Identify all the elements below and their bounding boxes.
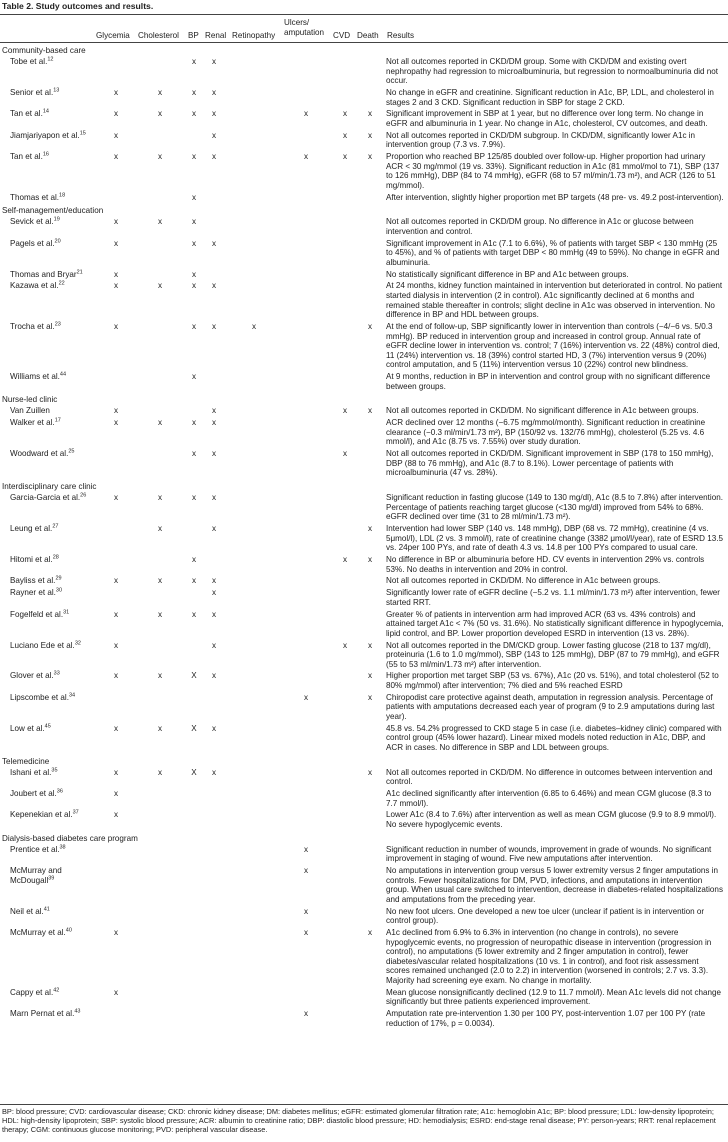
result-text: Significant reduction in fasting glucose (149 to 130 mg/dl), A1c (8.5 to 7.8%) after intervention. Percentage of patients reaching target glucose (<130 mg/dl) improved from 54% to 68%. eGFR declined over time (31 to 28 ml/min/1.73 m²). bbox=[386, 492, 723, 522]
study-name: Joubert et al.$^{36}$ bbox=[10, 788, 63, 799]
result-text: Not all outcomes reported in CKD/DM. No difference in A1c between groups. bbox=[386, 576, 661, 586]
outcome-mark: x bbox=[367, 927, 373, 937]
result-text: At 24 months, kidney function maintained in intervention but deteriorated in control. No patient started dialysis in intervention (2 in control). A1c significantly declined at 6 months and remained stable thereafter in controls; slight decline in A1c was observed in intervention. No difference in BP and HDL between groups. bbox=[386, 281, 723, 320]
outcome-mark: x bbox=[342, 152, 348, 162]
outcome-mark: x bbox=[211, 523, 217, 533]
outcome-mark: x bbox=[113, 109, 119, 119]
study-name: Neil et al.$^{41}$ bbox=[10, 905, 50, 916]
study-name: Rayner et al.$^{30}$ bbox=[10, 587, 63, 598]
outcome-mark: x bbox=[157, 576, 163, 586]
result-text: No difference in BP or albuminuria before HD. CV events in intervention 29% vs. controls 53%. No deaths in intervention and 20% in control. bbox=[386, 554, 705, 574]
study-name: Cappy et al.$^{42}$ bbox=[10, 987, 60, 997]
outcome-mark: x bbox=[191, 57, 197, 66]
study-name: Tobe et al.$^{12}$ bbox=[10, 56, 54, 66]
reference-number: 25 bbox=[68, 448, 75, 455]
study-name: Woodward et al.$^{25}$ bbox=[10, 448, 75, 459]
result-text: Not all outcomes reported in CKD/DM group. No difference in A1c or glucose between intervention and control. bbox=[386, 217, 694, 236]
outcome-mark: x bbox=[191, 576, 197, 586]
study-name: Tan et al.$^{16}$ bbox=[10, 151, 49, 162]
reference-number: 12 bbox=[47, 56, 54, 63]
outcome-mark: x bbox=[211, 152, 217, 162]
outcome-mark: x bbox=[367, 671, 373, 681]
reference-number: 29 bbox=[55, 575, 62, 582]
outcome-mark: x bbox=[113, 238, 119, 248]
outcome-mark: x bbox=[211, 609, 217, 619]
study-name: Senior et al.$^{13}$ bbox=[10, 87, 60, 97]
reference-number: 34 bbox=[68, 692, 76, 699]
result-text: Chiropodist care protective against death, amputation in regression analysis. Percentage of patients with amputations decreased each year of program (9 to 2.9 amputations during last year). bbox=[386, 692, 715, 722]
outcome-mark: x bbox=[191, 281, 197, 291]
result-text: Not all outcomes reported in CKD/DM. No difference in outcomes between intervention and control. bbox=[386, 767, 713, 787]
outcome-mark: x bbox=[191, 109, 197, 119]
result-text: Lower A1c (8.4 to 7.6%) after intervention as well as mean CGM glucose (9.9 to 8.9 mmol/l). No severe hypoglycemic events. bbox=[386, 810, 717, 829]
reference-number: 33 bbox=[53, 670, 60, 677]
column-header-results: Results bbox=[387, 31, 414, 40]
reference-number: 28 bbox=[52, 554, 59, 561]
column-header-glycemia: Glycemia bbox=[96, 31, 130, 40]
reference-number: 43 bbox=[74, 1008, 81, 1015]
outcome-mark: x bbox=[211, 87, 217, 97]
outcome-mark: x bbox=[303, 109, 309, 119]
table-title: Table 2. Study outcomes and results. bbox=[2, 1, 154, 11]
outcome-mark: X bbox=[191, 767, 197, 777]
outcome-mark: x bbox=[211, 406, 217, 416]
bottom-rule bbox=[0, 1104, 728, 1105]
column-header-cholesterol: Cholesterol bbox=[138, 31, 179, 40]
column-header-renal: Renal bbox=[205, 31, 227, 40]
outcome-mark: x bbox=[211, 449, 217, 459]
outcome-mark: x bbox=[191, 418, 197, 428]
outcome-mark: x bbox=[191, 238, 197, 248]
outcome-mark: x bbox=[191, 322, 197, 332]
study-name: Leung et al.$^{27}$ bbox=[10, 523, 59, 533]
study-name: Fogelfeld et al.$^{31}$ bbox=[10, 608, 70, 619]
result-text: Significant reduction in number of wounds, improvement in grade of wounds. No significant improvement in staging of wound. Five new amputations after intervention. bbox=[386, 844, 712, 864]
study-name: Hitomi et al.$^{28}$ bbox=[10, 554, 59, 564]
outcome-mark: x bbox=[113, 927, 119, 937]
result-text: Mean glucose nonsignificantly declined (12.9 to 11.7 mmol/l). Mean A1c levels did not change significantly but three patients experienced improvement. bbox=[386, 987, 722, 1007]
outcome-mark: x bbox=[367, 109, 373, 119]
column-header-death: Death bbox=[357, 31, 379, 40]
study-name: Prentice et al.$^{38}$ bbox=[10, 843, 66, 854]
result-text: A1c declined significantly after intervention (6.85 to 6.46%) and mean CGM glucose (8.3 to 7.7 mmol/l). bbox=[386, 789, 712, 808]
result-text: Not all outcomes reported in the DM/CKD group. Lower fasting glucose (218 to 137 mg/dl), proteinuria (1.6 to 1.0 mg/mmol), SBP (143 to 125 mmHg), DBP (87 to 79 mmHg), and eGFR (55 to 53 ml/min/1.73 m²) after intervention. bbox=[386, 640, 720, 669]
outcome-mark: x bbox=[157, 152, 163, 162]
outcome-mark: x bbox=[342, 109, 348, 119]
outcome-mark: x bbox=[191, 449, 197, 459]
outcome-mark: x bbox=[211, 767, 217, 777]
result-text: Intervention had lower SBP (140 vs. 148 mmHg), DBP (68 vs. 72 mmHg), creatinine (4 vs. 5μmol/l), LDL (2 vs. 3 mmol/l), rate of creatinine change (3382 μmol/l/year), rate of ESRD 13.5 vs. 24per 100 PYs, and rate of death 4.3 vs. 14.8 per 100 PYs compared to usual care. bbox=[386, 523, 723, 553]
study-name: Bayliss et al.$^{29}$ bbox=[10, 575, 62, 586]
result-text: 45.8 vs. 54.2% progressed to CKD stage 5 in case (i.e. diabetes–kidney clinic) compared with control group (45% lower hazard). Linear mixed models noted reduction in A1c, DBP, and ACR in cases. No difference in SBP and LDL between groups. bbox=[386, 723, 722, 753]
reference-number: 20 bbox=[54, 238, 61, 245]
study-name: Sevick et al.$^{19}$ bbox=[10, 216, 60, 227]
category-label: Interdisciplinary care clinic bbox=[2, 481, 97, 491]
column-header-ulcers-amputation: Ulcers/ amputation bbox=[284, 18, 325, 37]
outcome-mark: x bbox=[113, 130, 119, 140]
outcome-mark: x bbox=[113, 640, 119, 650]
category-label: Self-management/education bbox=[2, 206, 104, 216]
study-name: Garcia-Garcia et al.$^{26}$ bbox=[10, 492, 87, 502]
category-label: Community-based care bbox=[2, 46, 86, 55]
outcome-mark: x bbox=[191, 554, 197, 564]
outcome-mark: x bbox=[211, 640, 217, 650]
study-name: Van Zuillen bbox=[10, 406, 50, 416]
result-text: Amputation rate pre-intervention 1.30 per 100 PY, post-intervention 1.07 per 100 PY (rate reduction of 17%, p = 0.0034). bbox=[386, 1009, 706, 1028]
reference-number: 38 bbox=[59, 843, 66, 850]
outcome-mark: x bbox=[113, 987, 119, 997]
study-name: Kazawa et al.$^{22}$ bbox=[10, 280, 65, 291]
outcome-mark: x bbox=[367, 692, 373, 702]
reference-number: 41 bbox=[43, 905, 50, 912]
result-text: No change in eGFR and creatinine. Significant reduction in A1c, BP, LDL, and cholesterol in stages 2 and 3 CKD. Significant reduction in SBP for stage 2 CKD. bbox=[386, 87, 714, 107]
outcome-mark: x bbox=[303, 692, 309, 702]
outcome-mark: x bbox=[211, 238, 217, 248]
reference-number: 14 bbox=[42, 108, 49, 115]
study-name: Pagels et al.$^{20}$ bbox=[10, 238, 61, 248]
result-text: ACR declined over 12 months (−6.75 mg/mmol/month). Significant reduction in creatinine clearance (−0.3 ml/min/1.73 m²), BP (150/92 vs. 132/76 mmHg), cholesterol (5.25 vs. 4.6 mmol/l), and A1c (8.75 vs. 7.55%) over study duration. bbox=[386, 418, 706, 447]
outcome-mark: X bbox=[191, 723, 197, 733]
reference-number: 26 bbox=[80, 492, 87, 499]
outcome-mark: x bbox=[211, 322, 217, 332]
outcome-mark: x bbox=[191, 609, 197, 619]
result-text: Not all outcomes reported in CKD/DM. No significant difference in A1c between groups. bbox=[386, 406, 699, 416]
study-name: McMurray and McDougall$^{39}$ bbox=[10, 865, 62, 885]
outcome-mark: x bbox=[157, 523, 163, 533]
outcome-mark: x bbox=[367, 152, 373, 162]
outcome-mark: x bbox=[303, 152, 309, 162]
reference-number: 17 bbox=[54, 417, 61, 424]
outcome-mark: x bbox=[191, 87, 197, 97]
study-name: Jiamjariyapon et al.$^{15}$ bbox=[10, 130, 86, 140]
outcome-mark: x bbox=[191, 372, 197, 382]
outcome-mark: x bbox=[342, 406, 348, 416]
outcome-mark: x bbox=[211, 130, 217, 140]
reference-number: 35 bbox=[51, 766, 58, 773]
outcome-mark: x bbox=[191, 217, 197, 227]
reference-number: 44 bbox=[59, 371, 67, 378]
outcome-mark: x bbox=[211, 281, 217, 291]
outcome-mark: x bbox=[113, 281, 119, 291]
result-text: Not all outcomes reported in CKD/DM. Significant improvement in SBP (178 to 150 mmHg), DBP (88 to 76 mmHg), and A1c (8.7 to 8.1%). Lower percentage of patients with microalbuminuria (47 vs. 28%). bbox=[386, 449, 714, 478]
outcome-mark: x bbox=[157, 217, 163, 227]
result-text: Significant improvement in A1c (7.1 to 6.6%), % of patients with target SBP < 130 mmHg (25 to 45%), and % of patients with target DBP < 80 mmHg (49 to 59%). No change in eGFR and albuminuria. bbox=[386, 238, 720, 267]
outcome-mark: x bbox=[191, 492, 197, 502]
table-footnote: BP: blood pressure; CVD: cardiovascular disease; CKD: chronic kidney disease; DM: diabetes mellitus; eGFR: estimated glomerular filtration rate; A1c: hemoglobin A1c; BP: blood pressure; LDL: low-density lipoprotein; HDL: high-density lipoprotein; SBP: systolic blood pressure; ACR: albumin to creatinine ratio; DBP: diastolic blood pressure; HD: hemodialysis; ESRD: end-stage renal disease; PY: person-years; RRT: renal replacement therapy; CGM: continuous glucose monitoring; PVD: peripheral vascular disease. bbox=[2, 1107, 716, 1135]
outcome-mark: x bbox=[367, 554, 373, 564]
outcome-mark: x bbox=[342, 130, 348, 140]
outcome-mark: x bbox=[342, 449, 348, 459]
reference-number: 18 bbox=[59, 192, 66, 199]
outcome-mark: x bbox=[113, 492, 119, 502]
outcome-mark: x bbox=[211, 588, 217, 598]
result-text: Significant improvement in SBP at 1 year, but no difference over long term. No change in eGFR and albuminuria in 1 year. No change in A1c, cholesterol, CV outcomes, and death. bbox=[386, 109, 708, 128]
outcome-mark: x bbox=[303, 906, 309, 916]
outcome-mark: x bbox=[113, 723, 119, 733]
reference-number: 36 bbox=[56, 788, 63, 795]
study-name: Kepenekian et al.$^{37}$ bbox=[10, 809, 79, 820]
reference-number: 16 bbox=[42, 151, 49, 158]
outcome-mark: x bbox=[157, 418, 163, 428]
outcome-mark: x bbox=[303, 1009, 309, 1019]
reference-number: 22 bbox=[58, 280, 65, 287]
reference-number: 27 bbox=[52, 523, 59, 530]
outcome-mark: x bbox=[367, 130, 373, 140]
outcome-mark: x bbox=[191, 269, 197, 279]
outcome-mark: x bbox=[211, 671, 217, 681]
outcome-mark: x bbox=[191, 192, 197, 202]
reference-number: 42 bbox=[53, 987, 60, 994]
reference-number: 19 bbox=[53, 216, 60, 223]
reference-number: 13 bbox=[53, 87, 60, 94]
outcome-mark: X bbox=[191, 671, 197, 681]
outcome-mark: x bbox=[113, 269, 119, 279]
study-name: Trocha et al.$^{23}$ bbox=[10, 321, 61, 332]
reference-number: 45 bbox=[44, 723, 51, 730]
outcome-mark: x bbox=[367, 767, 373, 777]
result-text: No new foot ulcers. One developed a new toe ulcer (unclear if patient is in intervention or control group). bbox=[386, 906, 705, 926]
outcome-mark: x bbox=[113, 322, 119, 332]
study-name: Williams et al.$^{44}$ bbox=[10, 371, 67, 382]
outcome-mark: x bbox=[157, 767, 163, 777]
outcome-mark: x bbox=[303, 844, 309, 854]
outcome-mark: x bbox=[342, 554, 348, 564]
outcome-mark: x bbox=[157, 87, 163, 97]
result-text: Not all outcomes reported in CKD/DM group. Some with CKD/DM and existing overt nephropathy had regression to microalbuminuria, but regression to normoalbuminuria did not occur. bbox=[386, 57, 719, 86]
study-name: Thomas and Bryar$^{21}$ bbox=[10, 269, 83, 279]
outcome-mark: x bbox=[113, 671, 119, 681]
category-label: Dialysis-based diabetes care program bbox=[2, 833, 138, 843]
result-text: No amputations in intervention group versus 5 lower extremity versus 2 finger amputations in controls. Fewer hospitalizations for DM, PVD, infections, and amputations in intervention group. When usual care switched to intervention, decrease in diabetes-related hospitalizations and amputations from the preceding year. bbox=[386, 865, 723, 904]
study-name: McMurray et al.$^{40}$ bbox=[10, 927, 72, 937]
reference-number: 21 bbox=[76, 269, 83, 275]
study-name: Luciano Ede et al.$^{32}$ bbox=[10, 639, 81, 650]
outcome-mark: x bbox=[157, 281, 163, 291]
outcome-mark: x bbox=[303, 927, 309, 937]
study-name: Lipscombe et al.$^{34}$ bbox=[10, 692, 76, 702]
column-header-bp: BP bbox=[188, 31, 199, 40]
outcome-mark: x bbox=[367, 322, 373, 332]
outcome-mark: x bbox=[157, 671, 163, 681]
study-name: Low et al.$^{45}$ bbox=[10, 723, 51, 733]
outcome-mark: x bbox=[211, 109, 217, 119]
outcome-mark: x bbox=[113, 152, 119, 162]
outcome-mark: x bbox=[251, 322, 257, 332]
reference-number: 40 bbox=[65, 927, 72, 934]
reference-number: 30 bbox=[55, 587, 63, 594]
outcome-mark: x bbox=[157, 492, 163, 502]
study-name: Ishani et al.$^{35}$ bbox=[10, 766, 58, 777]
result-text: Proportion who reached BP 125/85 doubled over follow-up. Higher proportion had urinary ACR < 30 mg/mmol (19 vs. 33%). Significant reduction in A1c (81 mmol/mol to 71), SBP (137 to 126 mmHg), DBP (84 to 74 mmHg), eGFR (68 to 57 ml/min/1.73 m²), and ACR (126 to 51 mg/mmol). bbox=[386, 152, 720, 190]
result-text: Greater % of patients in intervention arm had improved ACR (63 vs. 43% controls) and attained target A1c < 7% (50 vs. 31.6%). No statistically significant difference in hypoglycemia, lipid control, and BP. Lower proportion developed ESRD in intervention (13 vs. 28%). bbox=[386, 609, 724, 638]
study-name: Tan et al.$^{14}$ bbox=[10, 108, 49, 119]
result-text: At the end of follow-up, SBP significantly lower in intervention than controls (−4/−6 vs. 5/0.3 mmHg). BP reduced in intervention group and increased in control group. Annual rate of eGFR decline lower in intervention vs. control; 7 (16%) intervention vs. 22 (48%) control died, 11 (24%) intervention vs. 18 (39%) control started HD, 3 (7%) intervention versus 9 (20%) control amputation, and 5 (11%) intervention versus 10 (22%) control new blindness. bbox=[386, 322, 720, 370]
study-name: Glover et al.$^{33}$ bbox=[10, 670, 60, 681]
column-header-retinopathy: Retinopathy bbox=[232, 31, 276, 40]
outcome-mark: x bbox=[157, 723, 163, 733]
study-name: Walker et al.$^{17}$ bbox=[10, 417, 61, 428]
outcome-mark: x bbox=[113, 87, 119, 97]
reference-number: 37 bbox=[72, 809, 79, 816]
outcome-mark: x bbox=[113, 609, 119, 619]
result-text: No statistically significant difference in BP and A1c between groups. bbox=[386, 269, 629, 279]
outcome-mark: x bbox=[211, 723, 217, 733]
outcome-mark: x bbox=[191, 152, 197, 162]
result-text: Higher proportion met target SBP (53 vs. 67%), A1c (20 vs. 51%), and total cholesterol (52 to 80% mg/mmol) after intervention; 7% died and 5% reached ESRD bbox=[386, 671, 719, 691]
outcome-mark: x bbox=[113, 789, 119, 799]
outcome-mark: x bbox=[211, 492, 217, 502]
category-label: Nurse-led clinic bbox=[2, 395, 58, 405]
study-name: Thomas et al.$^{18}$ bbox=[10, 192, 66, 202]
reference-number: 23 bbox=[54, 321, 61, 328]
outcome-mark: x bbox=[211, 576, 217, 586]
outcome-mark: x bbox=[367, 406, 373, 416]
column-header-cvd: CVD bbox=[333, 31, 351, 40]
outcome-mark: x bbox=[342, 640, 348, 650]
category-label: Telemedicine bbox=[2, 756, 50, 766]
outcome-mark: x bbox=[113, 810, 119, 820]
outcome-mark: x bbox=[367, 523, 373, 533]
reference-number: 39 bbox=[48, 874, 55, 881]
reference-number: 31 bbox=[63, 608, 70, 615]
result-text: At 9 months, reduction in BP in intervention and control group with no significant difference between groups. bbox=[386, 372, 711, 391]
outcome-mark: x bbox=[211, 418, 217, 428]
outcome-mark: x bbox=[157, 609, 163, 619]
top-rule bbox=[0, 14, 728, 15]
outcome-mark: x bbox=[367, 640, 373, 650]
outcome-mark: x bbox=[211, 57, 217, 66]
reference-number: 15 bbox=[79, 130, 86, 137]
outcome-mark: x bbox=[303, 865, 309, 875]
outcome-mark: x bbox=[113, 217, 119, 227]
result-text: Not all outcomes reported in CKD/DM subgroup. In CKD/DM, significantly lower A1c in intervention group (7.3 vs. 7.9%). bbox=[386, 130, 696, 150]
result-text: Significantly lower rate of eGFR decline (−5.2 vs. 1.1 ml/min/1.73 m²) after intervention, fewer started RRT. bbox=[386, 588, 721, 607]
outcome-mark: x bbox=[157, 109, 163, 119]
outcome-mark: x bbox=[113, 767, 119, 777]
result-text: After intervention, slightly higher proportion met BP targets (48 pre- vs. 49.2 post-intervention). bbox=[386, 192, 724, 202]
outcome-mark: x bbox=[113, 418, 119, 428]
outcome-mark: x bbox=[113, 576, 119, 586]
result-text: A1c declined from 6.9% to 6.3% in intervention (no change in controls), no severe hypoglycemic events, no progression of neuropathic disease in intervention (progression in control), no amputations (5 lower extremity and 2 finger amputation in control), fewer diabetes/vascular related hospitalizations (10 vs. 1 in control), and foot risk assessment scores remained unchanged (2.0 to 2.2) in intervention (worsened in controls; 2.7 vs. 3.3). Majority had screening eye exam. No change in mortality. bbox=[386, 927, 712, 985]
header-rule bbox=[0, 42, 728, 43]
reference-number: 32 bbox=[74, 639, 81, 646]
outcome-mark: x bbox=[113, 406, 119, 416]
study-name: Marn Pernat et al.$^{43}$ bbox=[10, 1008, 81, 1019]
